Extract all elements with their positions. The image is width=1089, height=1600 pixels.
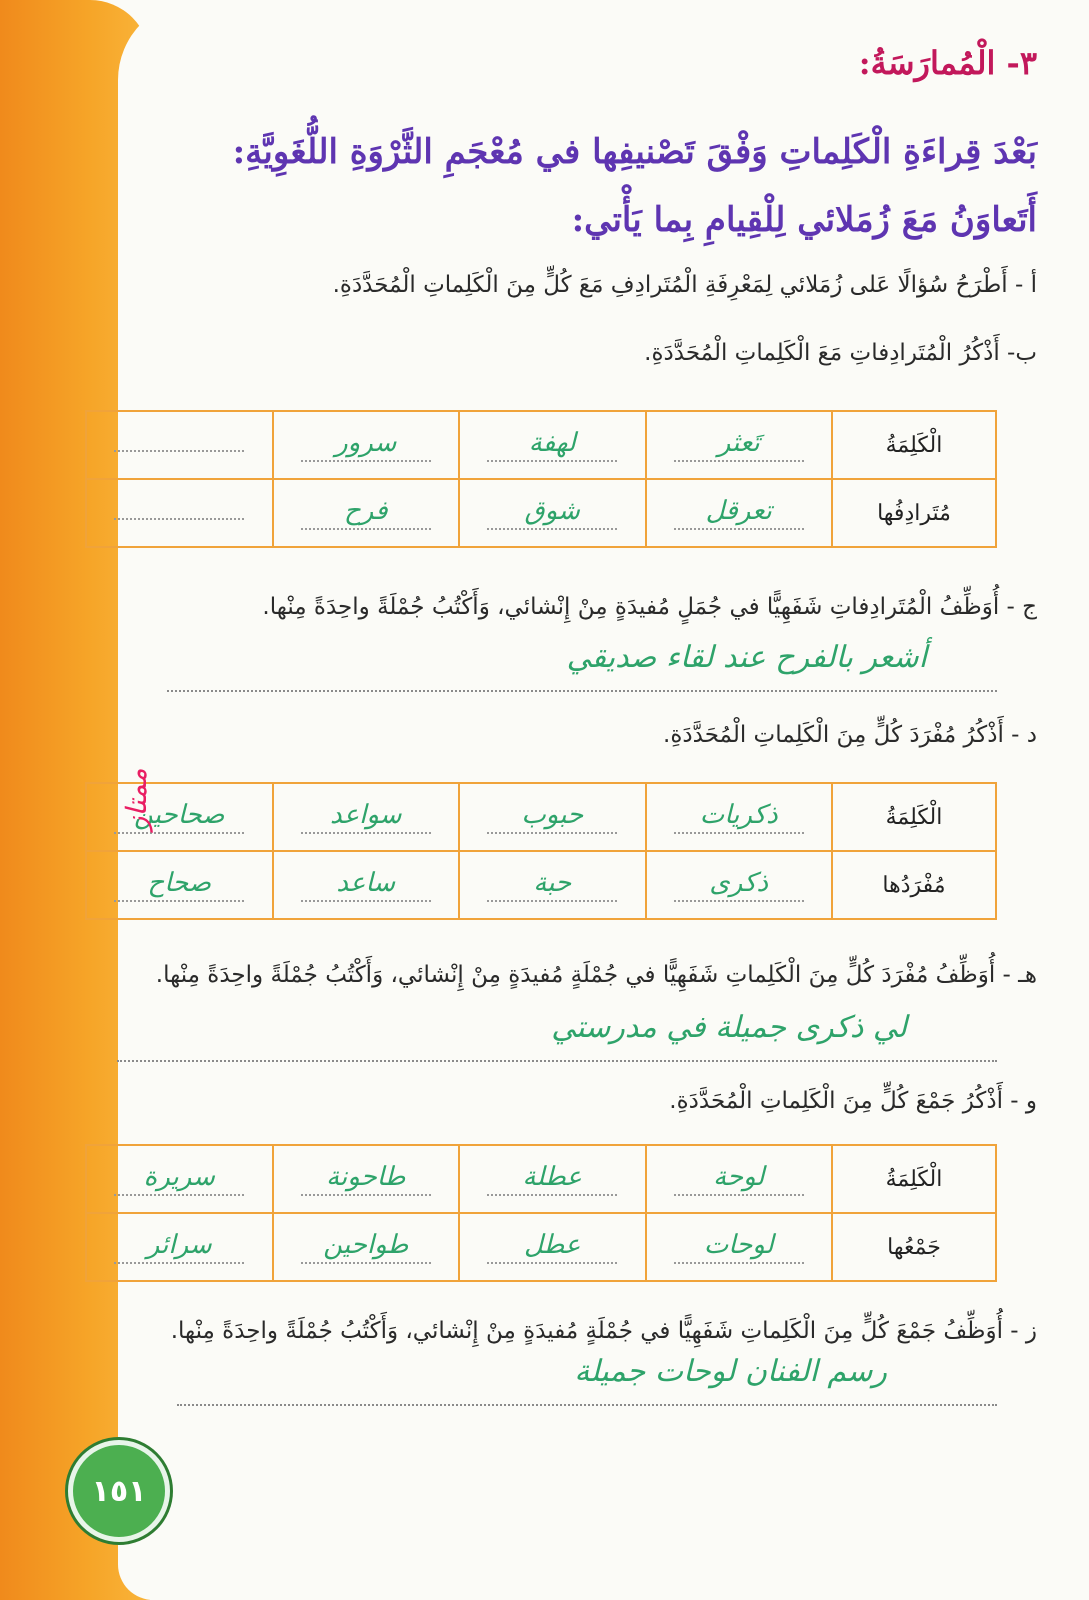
table1-answer-4[interactable] — [114, 516, 244, 520]
table3-word-head: الْكَلِمَةُ — [832, 1145, 996, 1213]
table2-answer-4[interactable]: صحاح — [114, 868, 244, 902]
table1-answer-2[interactable]: شوق — [487, 496, 617, 530]
task-a: أ - أَطْرَحُ سُؤالًا عَلى زُمَلائي لِمَعْرِفَةِ الْمُتَرادِفِ مَعَ كُلٍّ مِنَ الْكَلِماتِ الْمُحَدَّدَةِ. — [332, 272, 1037, 298]
answer-line-h[interactable] — [117, 1060, 997, 1062]
table2-answer-head: مُفْرَدُها — [832, 851, 996, 919]
task-w: و - أَذْكُرُ جَمْعَ كُلٍّ مِنَ الْكَلِماتِ الْمُحَدَّدَةِ. — [669, 1088, 1037, 1114]
teacher-margin-note: ممتاز — [120, 768, 153, 830]
handwritten-sentence-h: لي ذكرى جميلة في مدرستي — [551, 1010, 907, 1045]
table3-answer-head: جَمْعُها — [832, 1213, 996, 1281]
table1-word-1: تَعثر — [674, 428, 804, 462]
table2-word-4: صحاحين — [114, 800, 244, 834]
task-j: ج - أُوَظِّفُ الْمُتَرادِفاتِ شَفَهِيًّا في جُمَلٍ مُفيدَةٍ مِنْ إِنْشائي، وَأَكْتُبُ جُمْلَةً واحِدَةً مِنْها. — [262, 594, 1037, 620]
answer-line-j[interactable] — [167, 690, 997, 692]
table2-word-1: ذكريات — [674, 800, 804, 834]
table1-answer-head: مُتَرادِفُها — [832, 479, 996, 547]
table3-word-4: سريرة — [114, 1162, 244, 1196]
table3-answer-2[interactable]: عطل — [487, 1230, 617, 1264]
section-title: ٣- الْمُمارَسَةُ: — [858, 44, 1037, 82]
table1-answer-3[interactable]: فرح — [301, 496, 431, 530]
table3-word-1: لوحة — [674, 1162, 804, 1196]
page-number-badge: ١٥١ — [68, 1440, 170, 1542]
table2-answer-1[interactable]: ذكرى — [674, 868, 804, 902]
synonyms-table — [85, 410, 997, 548]
table2-answer-2[interactable]: حبة — [487, 868, 617, 902]
answer-line-z[interactable] — [177, 1404, 997, 1406]
table3-word-2: عطلة — [487, 1162, 617, 1196]
table3-answer-4[interactable]: سرائر — [114, 1230, 244, 1264]
table1-word-2: لهفة — [487, 428, 617, 462]
table2-word-head: الْكَلِمَةُ — [832, 783, 996, 851]
table3-word-3: طاحونة — [301, 1162, 431, 1196]
table1-answer-1[interactable]: تعرقل — [674, 496, 804, 530]
plural-table — [85, 1144, 997, 1282]
table1-word-4[interactable] — [114, 448, 244, 452]
table3-answer-3[interactable]: طواحين — [301, 1230, 431, 1264]
table3-answer-1[interactable]: لوحات — [674, 1230, 804, 1264]
task-z: ز - أُوَظِّفُ جَمْعَ كُلٍّ مِنَ الْكَلِماتِ شَفَهِيًّا في جُمْلَةٍ مُفيدَةٍ مِنْ إِنْشائي، وَأَكْتُبُ جُمْلَةً واحِدَةً مِنْها. — [170, 1318, 1037, 1344]
table1-word-3: سرور — [301, 428, 431, 462]
task-b: ب- أَذْكُرُ الْمُتَرادِفاتِ مَعَ الْكَلِماتِ الْمُحَدَّدَةِ. — [644, 340, 1037, 366]
table2-answer-3[interactable]: ساعد — [301, 868, 431, 902]
handwritten-sentence-j: أشعر بالفرح عند لقاء صديقي — [566, 640, 927, 675]
task-h: هـ - أُوَظِّفُ مُفْرَدَ كُلٍّ مِنَ الْكَلِماتِ شَفَهِيًّا في جُمْلَةٍ مُفيدَةٍ مِنْ إِنْشائي، وَأَكْتُبُ جُمْلَةً واحِدَةً مِنْها. — [155, 962, 1037, 988]
handwritten-sentence-z: رسم الفنان لوحات جميلة — [574, 1354, 887, 1389]
table1-word-head: الْكَلِمَةُ — [832, 411, 996, 479]
page-content — [112, 0, 1037, 1600]
table2-word-2: حبوب — [487, 800, 617, 834]
intro-text: بَعْدَ قِراءَةِ الْكَلِماتِ وَفْقَ تَصْنيفِها في مُعْجَمِ الثَّرْوَةِ اللُّغَوِيَّةِ: أَتَعاوَنُ مَعَ زُمَلائي لِلْقِيامِ بِما يَأْتي: — [232, 132, 1037, 240]
task-d: د - أَذْكُرُ مُفْرَدَ كُلٍّ مِنَ الْكَلِماتِ الْمُحَدَّدَةِ. — [663, 722, 1037, 748]
table2-word-3: سواعد — [301, 800, 431, 834]
singular-table — [85, 782, 997, 920]
